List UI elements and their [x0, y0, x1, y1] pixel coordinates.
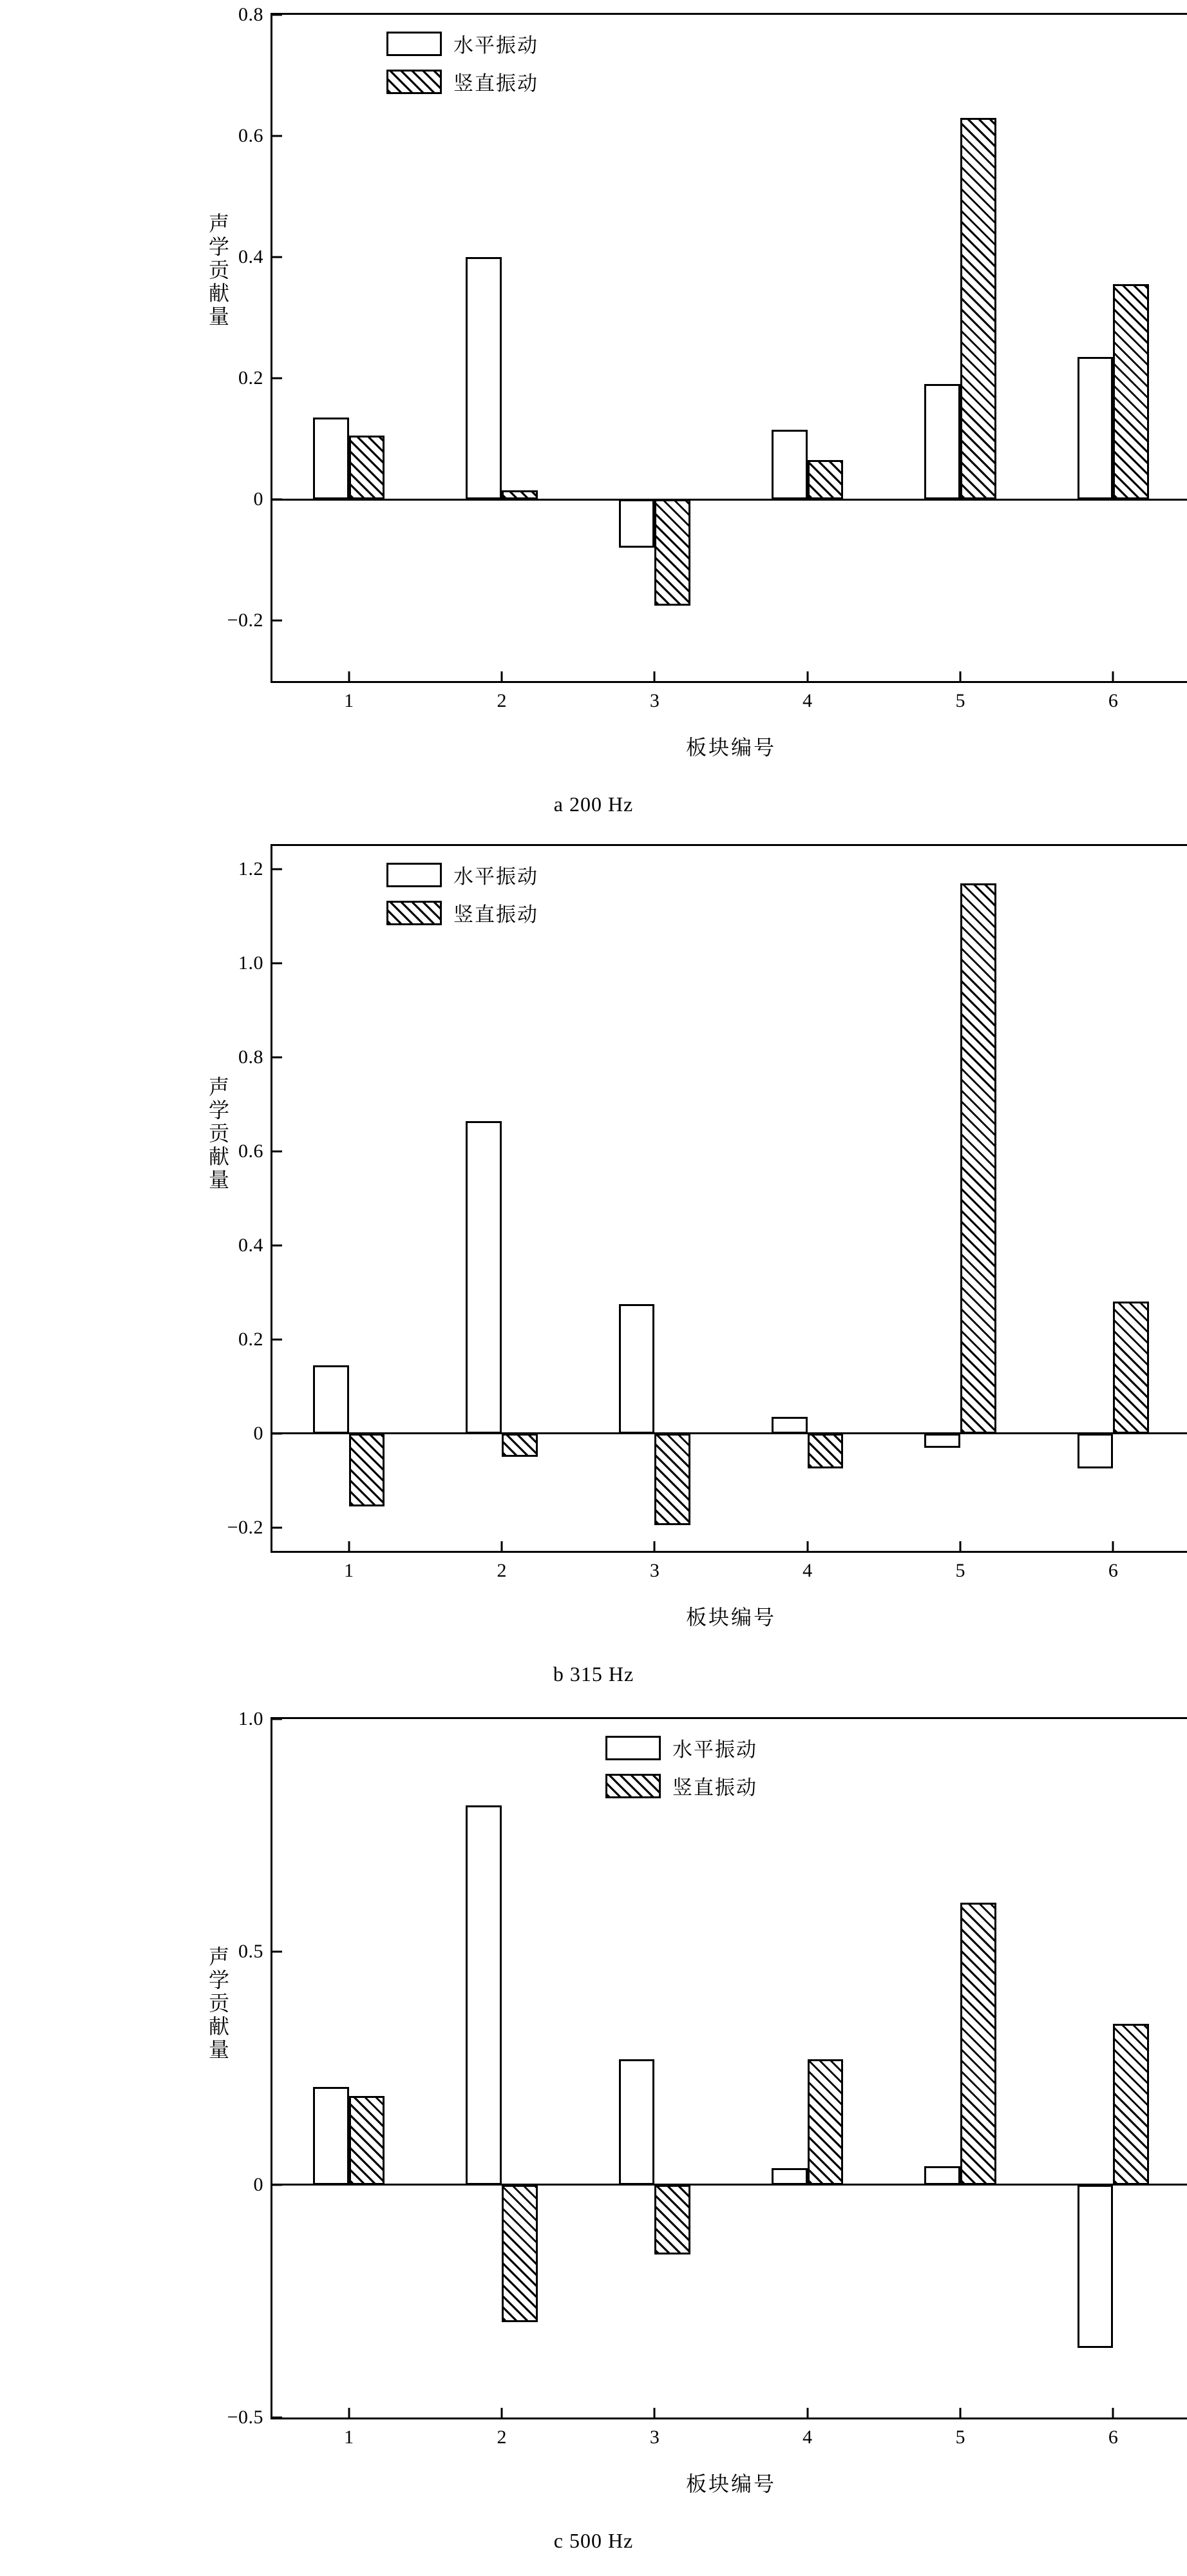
bar-horizontal-5: [924, 384, 960, 499]
x-tick-mark: [960, 671, 962, 681]
y-tick-mark: [272, 2184, 282, 2186]
y-tick-mark: [272, 1432, 282, 1434]
y-tick-label: −0.2: [227, 1516, 263, 1538]
y-axis-label-a: 声学贡献量: [206, 213, 229, 329]
y-tick-mark: [272, 378, 282, 380]
y-tick-mark: [272, 256, 282, 258]
bar-vertical-5: [960, 883, 996, 1433]
bar-horizontal-1: [313, 1365, 349, 1434]
bar-horizontal-6: [1078, 357, 1114, 499]
legend-label-vertical: 竖直振动: [453, 903, 538, 926]
x-tick-mark: [501, 2408, 503, 2417]
legend-swatch-horizontal-icon: [605, 1736, 661, 1760]
x-axis-label-c: 板块编号: [685, 2472, 776, 2495]
bar-vertical-4: [808, 2059, 844, 2185]
y-tick-label: 0.6: [238, 125, 263, 146]
legend-item-vertical: [386, 67, 538, 96]
zero-axis-line-c: [272, 2184, 1187, 2186]
x-tick-mark: [806, 671, 808, 681]
bar-horizontal-1: [313, 418, 349, 499]
bar-vertical-4: [808, 1434, 844, 1469]
plot-area-b: [227, 844, 1187, 1581]
legend-item-horizontal: [386, 29, 538, 58]
y-tick-label: −0.5: [227, 2407, 263, 2428]
x-tick-mark: [806, 1541, 808, 1551]
bar-horizontal-4: [772, 1417, 808, 1434]
x-tick-label: 6: [1108, 690, 1118, 711]
x-tick-mark: [654, 671, 656, 681]
y-tick-label: 0.8: [238, 1046, 263, 1068]
chart-a: [0, 0, 1187, 831]
bar-vertical-5: [960, 118, 996, 499]
bar-horizontal-4: [772, 430, 808, 499]
bar-vertical-3: [654, 2185, 690, 2254]
bar-vertical-5: [960, 1903, 996, 2184]
legend-label-horizontal: 水平振动: [672, 1738, 757, 1761]
bar-horizontal-6: [1078, 1434, 1114, 1469]
y-tick-mark: [272, 1151, 282, 1153]
bar-vertical-1: [349, 1434, 385, 1506]
panel-caption-c: c 500 Hz: [553, 2529, 634, 2552]
y-tick-mark: [272, 2417, 282, 2419]
panel-caption-a: a 200 Hz: [553, 793, 634, 816]
zero-axis-line-a: [272, 499, 1187, 501]
bar-horizontal-2: [466, 1121, 502, 1434]
bar-horizontal-6: [1078, 2185, 1114, 2348]
bar-vertical-6: [1113, 1302, 1149, 1433]
x-tick-label: 1: [344, 2427, 354, 2448]
y-tick-mark: [272, 869, 282, 870]
x-tick-mark: [501, 1541, 503, 1551]
x-tick-label: 5: [955, 1560, 965, 1581]
y-axis-label-b: 声学贡献量: [206, 1076, 229, 1192]
x-tick-mark: [1112, 671, 1114, 681]
y-tick-label: 0.4: [238, 1234, 263, 1256]
legend-b: [386, 860, 538, 927]
y-tick-label: 0.6: [238, 1140, 263, 1162]
y-tick-label: 0: [253, 488, 263, 510]
y-tick-label: −0.2: [227, 610, 263, 631]
y-tick-mark: [272, 14, 282, 16]
x-tick-mark: [654, 2408, 656, 2417]
legend-a: [386, 29, 538, 96]
y-tick-mark: [272, 1244, 282, 1246]
y-tick-mark: [272, 1338, 282, 1340]
y-tick-label: 1.0: [238, 952, 263, 974]
x-axis-label-b: 板块编号: [685, 1606, 776, 1629]
zero-axis-line-b: [272, 1432, 1187, 1434]
y-tick-label: 1.2: [238, 858, 263, 880]
plot-area-c: [227, 1708, 1187, 2448]
bar-horizontal-2: [466, 257, 502, 499]
legend-swatch-horizontal-icon: [386, 32, 442, 56]
y-tick-mark: [272, 135, 282, 137]
plot-area-a: [227, 4, 1187, 711]
x-tick-label: 2: [497, 1560, 507, 1581]
x-tick-mark: [348, 671, 350, 681]
bar-vertical-1: [349, 436, 385, 499]
x-tick-mark: [654, 1541, 656, 1551]
x-tick-label: 1: [344, 1560, 354, 1581]
x-tick-label: 5: [955, 690, 965, 711]
bar-vertical-3: [654, 1434, 690, 1525]
bar-vertical-6: [1113, 2024, 1149, 2184]
chart-b: [0, 831, 1187, 1704]
figure-panel-c: [0, 1704, 1187, 2574]
bar-vertical-6: [1113, 284, 1149, 499]
x-tick-mark: [806, 2408, 808, 2417]
legend-item-vertical: [605, 1771, 757, 1800]
figure-panel-b: [0, 831, 1187, 1704]
y-tick-label: 0: [253, 1422, 263, 1444]
x-tick-mark: [960, 1541, 962, 1551]
bar-horizontal-5: [924, 1434, 960, 1448]
y-tick-mark: [272, 963, 282, 965]
x-tick-mark: [1112, 1541, 1114, 1551]
legend-item-vertical: [386, 898, 538, 927]
x-tick-label: 1: [344, 690, 354, 711]
y-tick-mark: [272, 1951, 282, 1953]
x-tick-label: 4: [802, 690, 813, 711]
bar-horizontal-5: [924, 2166, 960, 2185]
bar-vertical-3: [654, 499, 690, 606]
y-tick-label: 0.2: [238, 1328, 263, 1350]
x-tick-label: 5: [955, 2427, 965, 2448]
legend-label-vertical: 竖直振动: [453, 72, 538, 95]
y-tick-mark: [272, 620, 282, 622]
y-axis-label-c: 声学贡献量: [206, 1946, 229, 2062]
y-tick-label: 1.0: [238, 1708, 263, 1729]
x-axis-label-a: 板块编号: [685, 736, 776, 759]
y-tick-mark: [272, 1526, 282, 1528]
legend-label-horizontal: 水平振动: [453, 34, 538, 57]
bar-horizontal-4: [772, 2168, 808, 2184]
bar-vertical-2: [502, 1434, 538, 1457]
y-tick-mark: [272, 499, 282, 501]
x-tick-label: 3: [649, 690, 660, 711]
x-tick-mark: [1112, 2408, 1114, 2417]
x-tick-label: 2: [497, 2427, 507, 2448]
x-tick-mark: [501, 671, 503, 681]
chart-c: [0, 1704, 1187, 2574]
legend-swatch-vertical-icon: [605, 1774, 661, 1798]
legend-swatch-vertical-icon: [386, 901, 442, 925]
bar-horizontal-1: [313, 2087, 349, 2185]
x-tick-mark: [960, 2408, 962, 2417]
figure-panel-a: [0, 0, 1187, 831]
legend-c: [605, 1733, 757, 1800]
legend-label-vertical: 竖直振动: [672, 1776, 757, 1799]
x-tick-label: 3: [649, 1560, 660, 1581]
legend-label-horizontal: 水平振动: [453, 865, 538, 888]
y-tick-label: 0.8: [238, 4, 263, 25]
panel-caption-b: b 315 Hz: [553, 1662, 634, 1686]
y-tick-label: 0.4: [238, 246, 263, 267]
legend-swatch-vertical-icon: [386, 70, 442, 94]
x-tick-mark: [348, 2408, 350, 2417]
bar-vertical-4: [808, 460, 844, 499]
x-tick-label: 6: [1108, 2427, 1118, 2448]
bar-vertical-2: [502, 490, 538, 499]
x-tick-label: 4: [802, 2427, 813, 2448]
y-tick-label: 0.5: [238, 1941, 263, 1963]
y-tick-mark: [272, 1057, 282, 1059]
bar-horizontal-3: [619, 1304, 655, 1434]
legend-item-horizontal: [386, 860, 538, 889]
x-tick-label: 2: [497, 690, 507, 711]
y-tick-label: 0: [253, 2173, 263, 2195]
bar-horizontal-2: [466, 1805, 502, 2185]
x-tick-label: 4: [802, 1560, 813, 1581]
legend-swatch-horizontal-icon: [386, 863, 442, 887]
bar-horizontal-3: [619, 2059, 655, 2185]
bar-horizontal-3: [619, 499, 655, 548]
x-tick-label: 3: [649, 2427, 660, 2448]
x-tick-mark: [348, 1541, 350, 1551]
x-tick-label: 6: [1108, 1560, 1118, 1581]
legend-item-horizontal: [605, 1733, 757, 1762]
bar-vertical-2: [502, 2185, 538, 2322]
y-tick-mark: [272, 1718, 282, 1720]
bar-vertical-1: [349, 2096, 385, 2184]
y-tick-label: 0.2: [238, 367, 263, 389]
